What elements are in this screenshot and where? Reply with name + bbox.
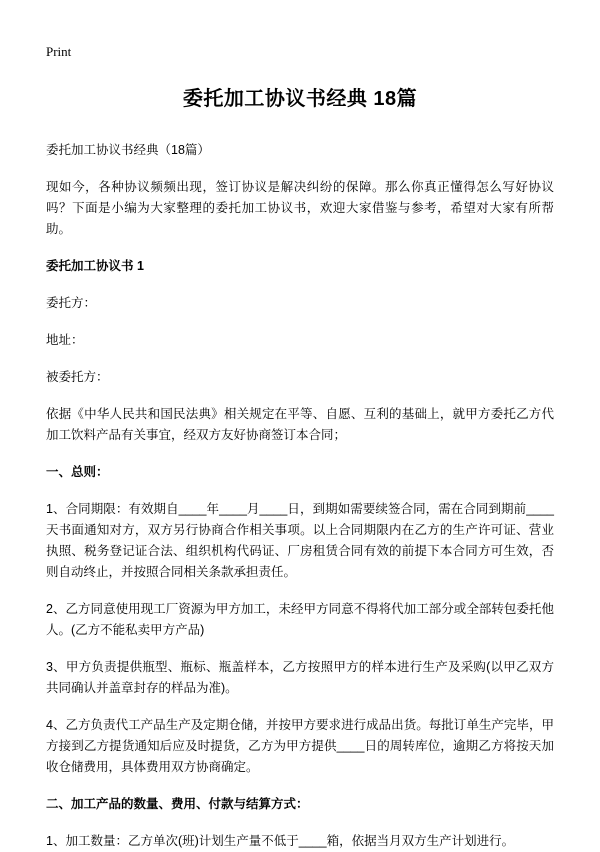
paragraph: 地址： (46, 333, 84, 347)
paragraph: 委托方： (46, 296, 97, 310)
section-heading: 二、加工产品的数量、费用、付款与结算方式： (46, 797, 309, 811)
paragraph: 依据《中华人民共和国民法典》相关规定在平等、自愿、互利的基础上，就甲方委托乙方代加工饮料产品有关事宜，经双方友好协商签订本合同； (46, 407, 554, 442)
paragraph: 1、合同期限：有效期自____年____月____日，到期如需要续签合同，需在合同到期前____天书面通知对方，双方另行协商合作相关事项。以上合同期限内在乙方的生产许可证、营业执照、税务登记证合法、组织机构代码证、厂房租赁合同有效的前提下本合同方可生效，否则自动终止，并按照合同相关条款承担责任。 (46, 502, 554, 579)
document-body (46, 140, 554, 852)
paragraph: 2、乙方同意使用现工厂资源为甲方加工，未经甲方同意不得将代加工部分或全部转包委托他人。(乙方不能私卖甲方产品) (46, 602, 554, 637)
section-heading: 委托加工协议书 1 (46, 259, 144, 273)
print-label[interactable]: Print (46, 44, 72, 59)
paragraph: 委托加工协议书经典（18篇） (46, 143, 210, 157)
section-heading: 一、总则： (46, 465, 109, 479)
paragraph: 被委托方： (46, 370, 109, 384)
paragraph: 现如今，各种协议频频出现，签订协议是解决纠纷的保障。那么你真正懂得怎么写好协议吗？下面是小编为大家整理的委托加工协议书，欢迎大家借鉴与参考，希望对大家有所帮助。 (46, 180, 554, 236)
page-title: 委托加工协议书经典 18篇 (182, 88, 418, 110)
paragraph: 3、甲方负责提供瓶型、瓶标、瓶盖样本，乙方按照甲方的样本进行生产及采购(以甲乙双方共同确认并盖章封存的样品为准)。 (46, 660, 554, 695)
paragraph: 1、加工数量：乙方单次(班)计划生产量不低于____箱，依据当月双方生产计划进行。 (46, 834, 515, 848)
paragraph: 4、乙方负责代工产品生产及定期仓储，并按甲方要求进行成品出货。每批订单生产完毕，甲方接到乙方提货通知后应及时提货，乙方为甲方提供____日的周转库位，逾期乙方将按天加收仓储费用，具体费用双方协商确定。 (46, 718, 554, 774)
